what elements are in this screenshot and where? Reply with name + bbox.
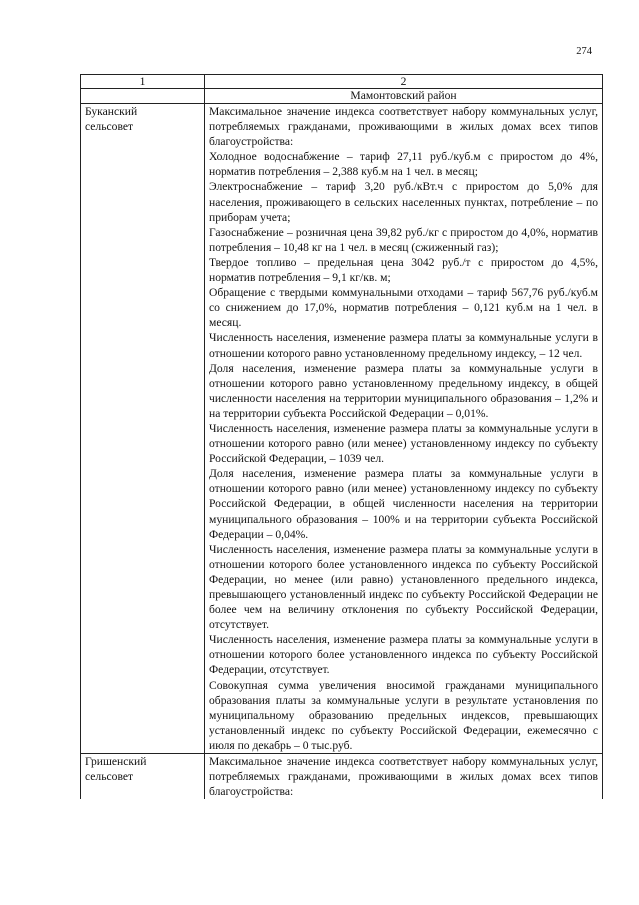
municipality-name-line: сельсовет <box>85 120 134 133</box>
details-paragraph: Численность населения, изменение размера платы за коммунальные услуги в отношении которого более установленного индекса по субъекту Российской Федерации, отсутствует. <box>209 633 598 677</box>
table-row <box>81 104 603 754</box>
column-header-2: 2 <box>205 75 603 89</box>
municipality-name <box>81 754 205 800</box>
district-empty-cell <box>81 89 205 104</box>
tariff-table <box>80 74 603 799</box>
details-paragraph: Максимальное значение индекса соответствует набору коммунальных услуг, потребляемых гражданами, проживающими в жилых домах всех типов благоустройства: <box>209 755 598 799</box>
details-paragraph: Обращение с твердыми коммунальными отходами – тариф 567,76 руб./куб.м со снижением до 17,0%, норматив потребления – 0,121 куб.м на 1 чел. в месяц. <box>209 286 598 330</box>
district-row <box>81 89 603 104</box>
municipality-name-line: Гришенский <box>85 755 147 769</box>
municipality-name-line: сельсовет <box>85 770 134 784</box>
details-paragraph: Максимальное значение индекса соответствует набору коммунальных услуг, потребляемых гражданами, проживающими в жилых домах всех типов благоустройства: <box>209 105 598 149</box>
details-paragraph: Совокупная сумма увеличения вносимой гражданами муниципального образования платы за коммунальные услуги в результате установления по муниципальному образованию предельных индексов, превышающих установленный индекс по субъекту Российской Федерации, ежемесячно с июля по декабрь – 0 тыс.руб. <box>209 678 598 752</box>
details-paragraph: Газоснабжение – розничная цена 39,82 руб./кг с приростом до 4,0%, норматив потребления – 10,48 кг на 1 чел. в месяц (сжиженный газ); <box>209 225 598 254</box>
municipality-details <box>205 754 603 800</box>
details-paragraph: Электроснабжение – тариф 3,20 руб./кВт.ч с приростом до 5,0% для населения, проживающего в сельских населенных пунктах, потребление – по приборам учета; <box>209 180 598 224</box>
column-header-1: 1 <box>81 75 205 89</box>
details-paragraph: Доля населения, изменение размера платы за коммунальные услуги в отношении которого равно установленному предельному индексу, в общей численности населения на территории муниципального образования – 1,2% и на территории субъекта Российской Федерации – 0,01%. <box>209 361 598 420</box>
municipality-details <box>205 104 603 754</box>
details-paragraph: Твердое топливо – предельная цена 3042 руб./т с приростом до 4,5%, норматив потребления – 9,1 кг/кв. м; <box>209 255 598 285</box>
page-number: 274 <box>576 46 592 57</box>
details-paragraph: Численность населения, изменение размера платы за коммунальные услуги в отношении которого равно (или менее) установленному индексу по субъекту Российской Федерации, – 1039 чел. <box>209 421 598 466</box>
municipality-name <box>81 104 205 754</box>
details-paragraph: Численность населения, изменение размера платы за коммунальные услуги в отношении которого равно установленному предельному индексу, – 12 чел. <box>209 331 598 360</box>
district-title: Мамонтовский район <box>205 89 603 104</box>
table-row <box>81 754 603 800</box>
table-header-row <box>81 75 603 89</box>
details-paragraph: Холодное водоснабжение – тариф 27,11 руб./куб.м с приростом до 4%, норматив потребления – 2,388 куб.м на 1 чел. в месяц; <box>209 150 598 179</box>
details-paragraph: Численность населения, изменение размера платы за коммунальные услуги в отношении которого более установленного индекса по субъекту Российской Федерации, но менее (или равно) установленного предельного индекса, превышающего установленный индекс по субъекту Российской Федерации не более чем на величину отклонения по субъекту Российской Федерации, отсутствует. <box>209 542 598 632</box>
municipality-name-line: Буканский <box>85 105 138 118</box>
details-paragraph: Доля населения, изменение размера платы за коммунальные услуги в отношении которого равно (или менее) установленному индексу по субъекту Российской Федерации, в общей численности населения на территории муниципального образования – 100% и на территории субъекта Российской Федерации – 0,04%. <box>209 467 598 541</box>
